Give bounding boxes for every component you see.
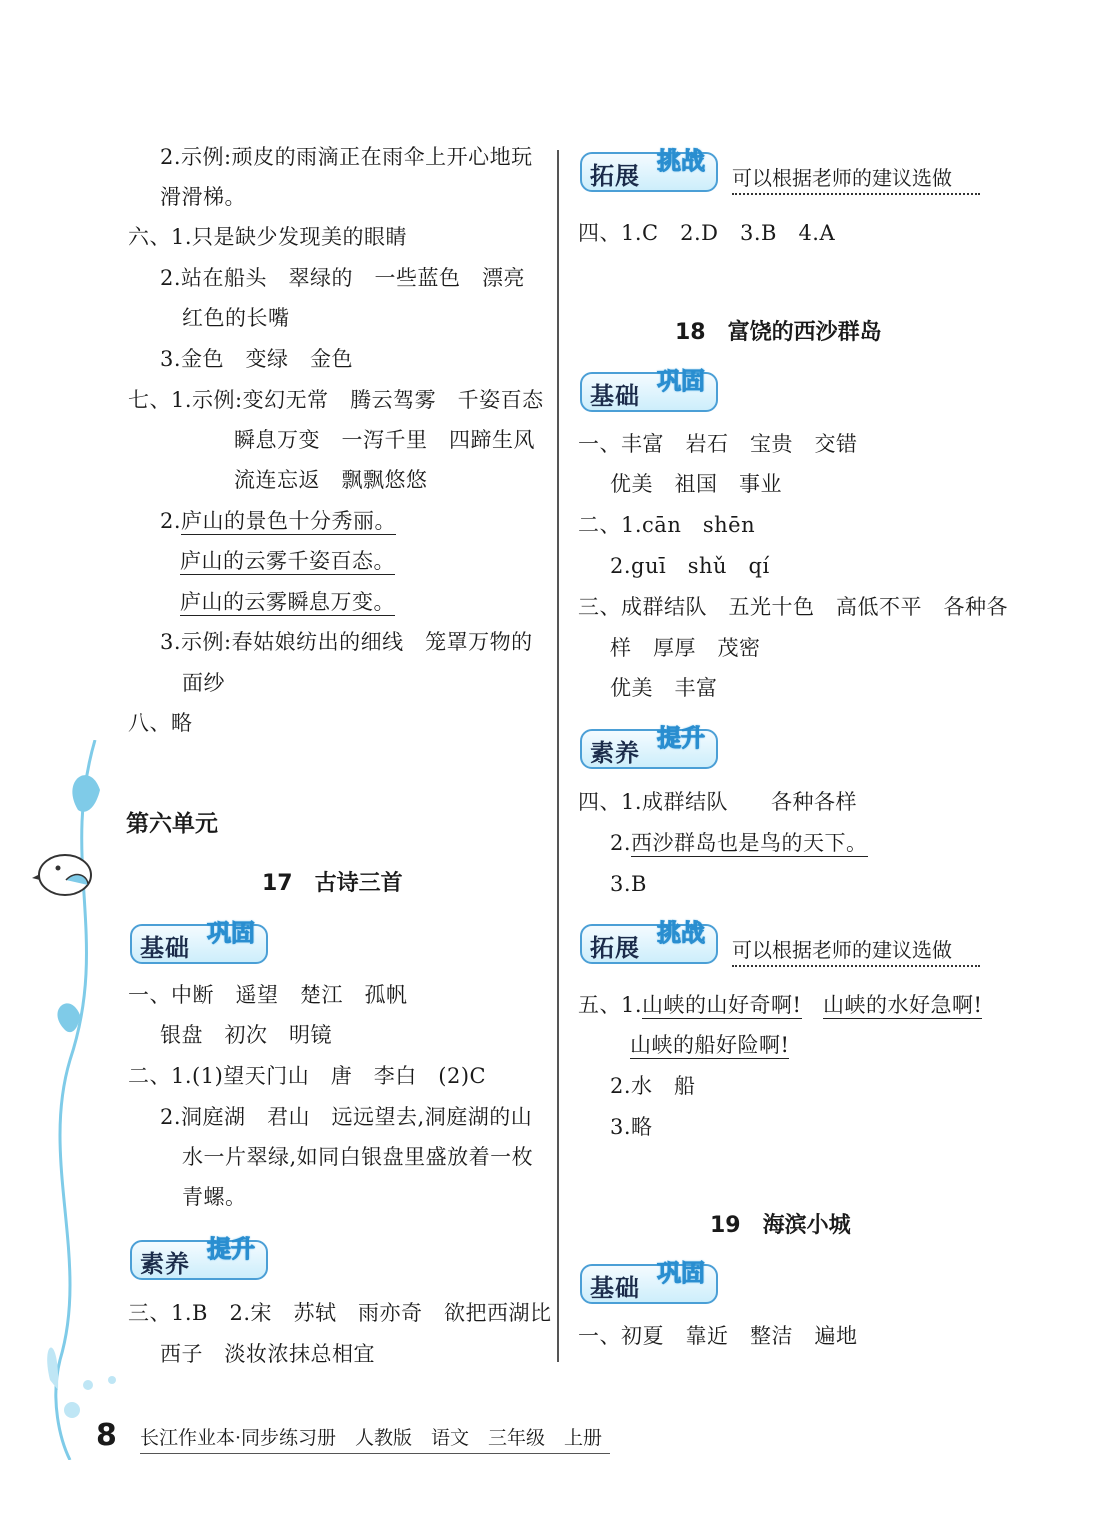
- answer-line: 银盘 初次 明镜: [160, 1023, 332, 1047]
- answer-line: 四、1.C 2.D 3.B 4.A: [578, 221, 836, 245]
- badge-suyang: [130, 1228, 270, 1286]
- underlined-answer: 山峡的山好奇啊!: [642, 993, 802, 1017]
- optional-note: 可以根据老师的建议选做: [732, 162, 980, 195]
- badge-suyang: [580, 717, 720, 775]
- answer-line: 二、1.cān shēn: [578, 513, 756, 537]
- answer-line: 西子 淡妆浓抹总相宜: [160, 1342, 375, 1366]
- answer-line: 八、略: [128, 711, 193, 735]
- answer-line: 2.洞庭湖 君山 远远望去,洞庭湖的山: [160, 1105, 533, 1129]
- badge-sub-text: 提升: [207, 1235, 255, 1263]
- vine-bird-decoration: [0, 740, 140, 1460]
- optional-note: 可以根据老师的建议选做: [732, 934, 980, 967]
- answer-line: 优美 丰富: [610, 676, 718, 700]
- answer-line: 瞬息万变 一泻千里 四蹄生风: [234, 428, 535, 452]
- badge-sub-text: 提升: [657, 724, 705, 752]
- badge-tuozhan: [580, 912, 720, 970]
- lesson-title: 17 古诗三首: [262, 871, 403, 896]
- badge-sub-text: 巩固: [207, 919, 255, 947]
- underlined-answer: 庐山的云雾瞬息万变。: [180, 590, 395, 614]
- underlined-answer: 庐山的景色十分秀丽。: [181, 509, 397, 533]
- badge-main-text: 素养: [590, 739, 640, 767]
- badge-sub-text: 巩固: [657, 1259, 705, 1287]
- column-divider: [557, 150, 559, 1362]
- answer-line: [180, 588, 395, 616]
- answer-line: 三、成群结队 五光十色 高低不平 各种各: [578, 595, 1008, 619]
- item-number: 五、1.: [578, 993, 643, 1017]
- answer-line: [160, 507, 396, 535]
- answer-line: 三、1.B 2.宋 苏轼 雨亦奇 欲把西湖比: [128, 1301, 552, 1325]
- answer-line: 青螺。: [182, 1185, 247, 1209]
- underlined-answer: 山峡的水好急啊!: [823, 993, 983, 1017]
- answer-line: 优美 祖国 事业: [610, 472, 782, 496]
- lesson-title: 18 富饶的西沙群岛: [675, 320, 882, 345]
- answer-line: 滑滑梯。: [160, 185, 246, 209]
- answer-line: 流连忘返 飘飘悠悠: [234, 468, 428, 492]
- badge-sub-text: 巩固: [657, 367, 705, 395]
- answer-line: 红色的长嘴: [182, 306, 290, 330]
- answer-line: 水一片翠绿,如同白银盘里盛放着一枚: [182, 1145, 534, 1169]
- answer-line: [610, 829, 868, 857]
- answer-line: [180, 547, 395, 575]
- answer-line: 3.示例:春姑娘纺出的细线 笼罩万物的: [160, 630, 533, 654]
- answer-line: 七、1.示例:变幻无常 腾云驾雾 千姿百态: [128, 388, 544, 412]
- answer-line: 2.水 船: [610, 1074, 696, 1098]
- answer-line: 一、中断 遥望 楚江 孤帆: [128, 983, 408, 1007]
- answer-line: 四、1.成群结队 各种各样: [578, 790, 858, 814]
- answer-line: [578, 991, 982, 1019]
- badge-main-text: 基础: [590, 1274, 640, 1302]
- answer-line: [630, 1031, 789, 1059]
- badge-sub-text: 挑战: [657, 147, 705, 175]
- item-number: 2.: [610, 831, 632, 855]
- answer-line: 一、初夏 靠近 整洁 遍地: [578, 1324, 858, 1348]
- answer-line: 3.B: [610, 872, 647, 896]
- answer-line: 样 厚厚 茂密: [610, 636, 761, 660]
- badge-main-text: 基础: [590, 382, 640, 410]
- badge-jichu: [580, 360, 720, 418]
- answer-line: 2.guī shǔ qí: [610, 554, 770, 578]
- badge-jichu: [130, 912, 270, 970]
- unit-heading: 第六单元: [126, 811, 218, 837]
- item-number: 2.: [160, 509, 182, 533]
- badge-jichu: [580, 1252, 720, 1310]
- lesson-title: 19 海滨小城: [710, 1213, 851, 1238]
- badge-main-text: 基础: [140, 934, 190, 962]
- answer-line: 3.略: [610, 1115, 653, 1139]
- badge-main-text: 素养: [140, 1250, 190, 1278]
- answer-line: 二、1.(1)望天门山 唐 李白 (2)C: [128, 1064, 487, 1088]
- answer-line: 2.站在船头 翠绿的 一些蓝色 漂亮: [160, 266, 526, 290]
- badge-sub-text: 挑战: [657, 919, 705, 947]
- answer-line: 六、1.只是缺少发现美的眼睛: [128, 225, 408, 249]
- page-number: 8: [96, 1418, 117, 1453]
- answer-line: 2.示例:顽皮的雨滴正在雨伞上开心地玩: [160, 145, 533, 169]
- answer-line: 面纱: [182, 671, 225, 695]
- book-footer: 长江作业本·同步练习册 人教版 语文 三年级 上册: [140, 1423, 610, 1454]
- answer-line: 一、丰富 岩石 宝贵 交错: [578, 432, 858, 456]
- underlined-answer: 西沙群岛也是鸟的天下。: [631, 831, 868, 855]
- badge-tuozhan: [580, 140, 720, 198]
- underlined-answer: 庐山的云雾千姿百态。: [180, 549, 395, 573]
- underlined-answer: 山峡的船好险啊!: [630, 1033, 790, 1057]
- badge-main-text: 拓展: [590, 934, 640, 962]
- badge-main-text: 拓展: [590, 162, 640, 190]
- answer-line: 3.金色 变绿 金色: [160, 347, 354, 371]
